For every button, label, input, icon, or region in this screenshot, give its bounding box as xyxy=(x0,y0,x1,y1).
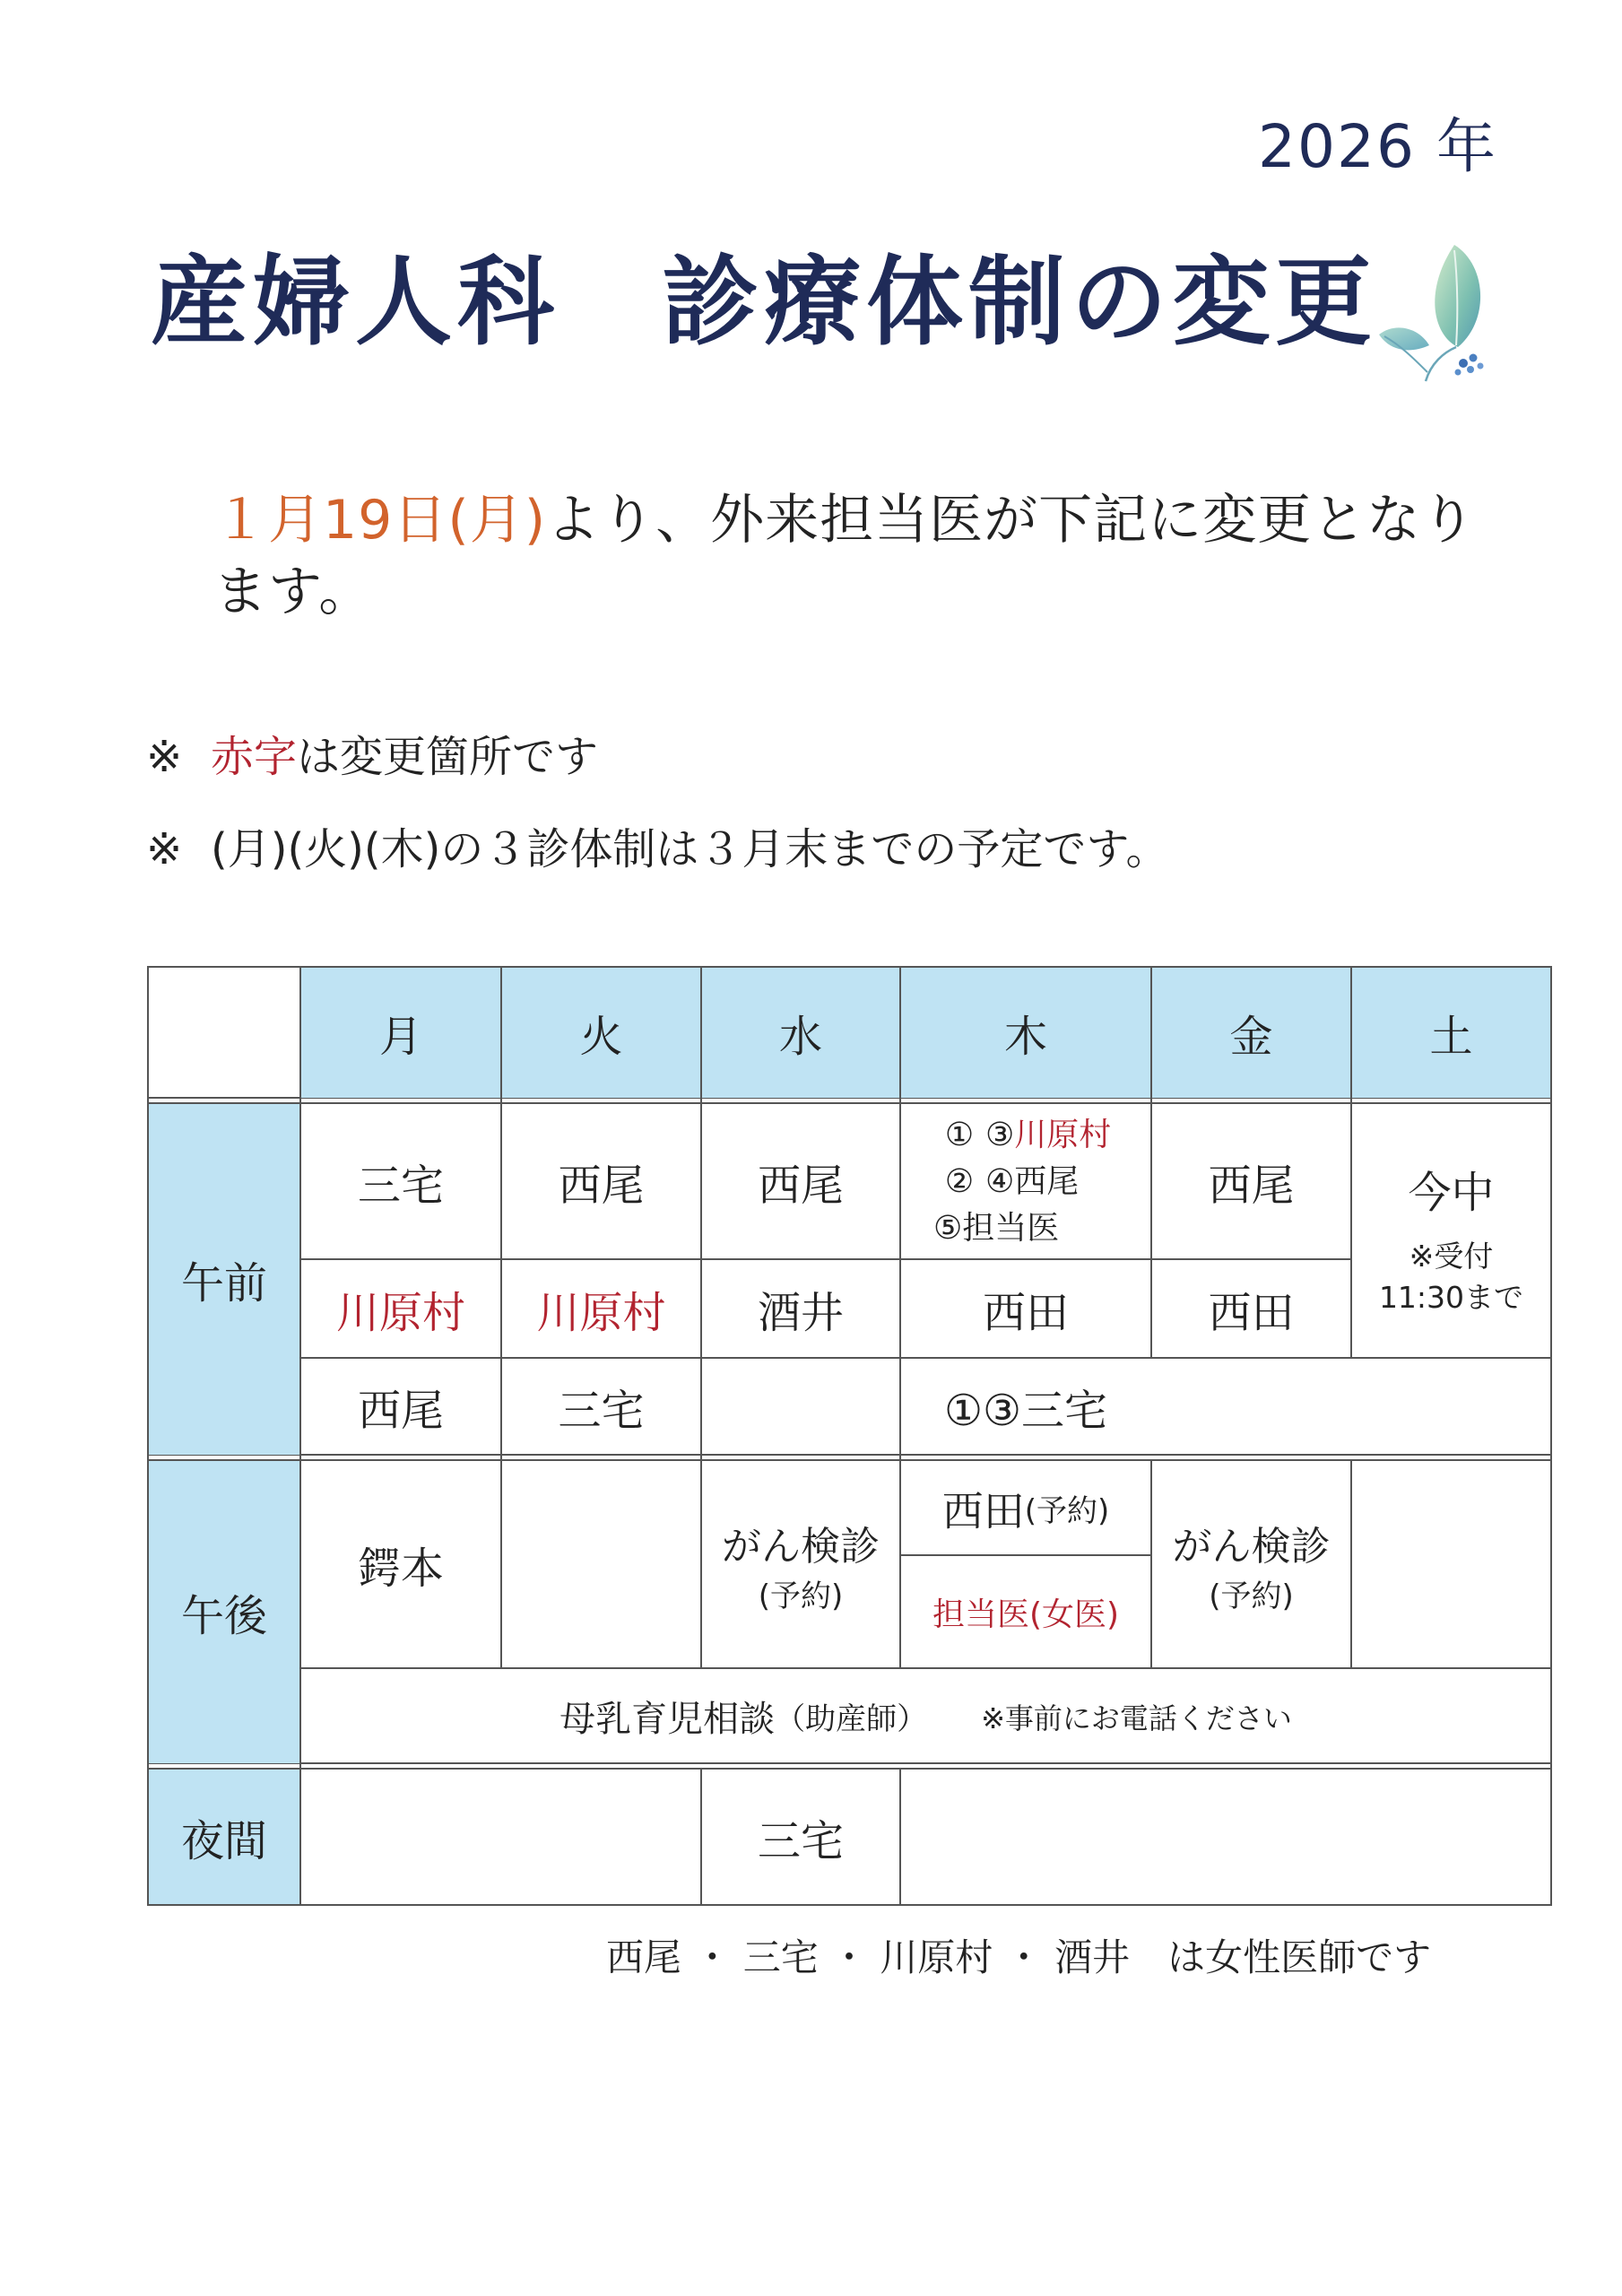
pm-fri: がん検診 (予約) xyxy=(1172,1524,1331,1614)
note-red-word: 赤字 xyxy=(211,732,298,782)
thu-line-2: ② ④西尾 xyxy=(944,1162,1080,1200)
header-day-mon: 月 xyxy=(301,968,500,1098)
leaf-illustration xyxy=(1372,238,1497,390)
am2-tue: 川原村 xyxy=(536,1288,666,1338)
thu-line-3: ⑤担当医 xyxy=(933,1209,1060,1247)
sat-doctor: 今中 xyxy=(1408,1168,1495,1218)
period-night: 夜間 xyxy=(149,1770,299,1904)
period-morning: 午前 xyxy=(149,1104,299,1455)
year-label: 2026 年 xyxy=(1258,112,1497,181)
thu-line-1: ① ③川原村 xyxy=(944,1116,1112,1153)
page-title: 産婦人科 診療体制の変更 xyxy=(151,247,1378,359)
change-date: １月19日(月) xyxy=(213,489,547,552)
pm-breastfeeding-consult: 母乳育児相談 （助産師） ※事前にお電話ください xyxy=(559,1699,1292,1740)
am1-fri: 西尾 xyxy=(1208,1161,1295,1211)
header-day-wed: 水 xyxy=(702,968,899,1098)
sat-reception-note: ※受付 xyxy=(1409,1239,1494,1274)
night-wed: 三宅 xyxy=(757,1815,844,1866)
header-day-fri: 金 xyxy=(1152,968,1350,1098)
pm-wed: がん検診 (予約) xyxy=(722,1524,880,1614)
header-day-tue: 火 xyxy=(502,968,700,1098)
am3-wed xyxy=(702,1359,899,1455)
am1-wed: 西尾 xyxy=(757,1161,844,1211)
notice-body: より、外来担当医が下記に変更となります。 xyxy=(213,489,1477,623)
sat-reception-time: 11:30まで xyxy=(1378,1280,1524,1315)
am1-tue: 西尾 xyxy=(558,1161,645,1211)
female-doctors-note: 西尾 ・ 三宅 ・ 川原村 ・ 酒井 は女性医師です xyxy=(606,1935,1432,1979)
period-afternoon: 午後 xyxy=(149,1461,299,1763)
am3-thu: ①③三宅 xyxy=(943,1386,1108,1436)
note-text: (月)(火)(木)の３診体制は３月末までの予定です。 xyxy=(211,824,1169,874)
am3-tue: 三宅 xyxy=(558,1386,645,1436)
am1-thu xyxy=(901,1104,1150,1259)
note-mark: ※ xyxy=(146,824,183,874)
note-three-doctor-system xyxy=(146,814,1169,876)
note-text: は変更箇所です xyxy=(297,732,599,782)
pm-thu-bottom: 担当医(女医) xyxy=(932,1596,1120,1633)
header-day-thu: 木 xyxy=(901,968,1150,1098)
pm-thu-top: 西田 (予約) xyxy=(941,1486,1110,1535)
am1-mon: 三宅 xyxy=(357,1161,444,1211)
am2-wed: 酒井 xyxy=(757,1288,844,1338)
header-day-sat: 土 xyxy=(1352,968,1550,1098)
pm-mon: 鍔本 xyxy=(357,1544,444,1594)
am2-mon: 川原村 xyxy=(335,1288,465,1338)
note-changed-items xyxy=(146,722,598,784)
am2-fri: 西田 xyxy=(1208,1288,1295,1338)
note-mark: ※ xyxy=(146,732,183,782)
notice-text xyxy=(213,484,1505,628)
am-sat xyxy=(1352,1104,1550,1358)
am2-thu: 西田 xyxy=(982,1288,1069,1338)
am3-mon: 西尾 xyxy=(357,1386,444,1436)
